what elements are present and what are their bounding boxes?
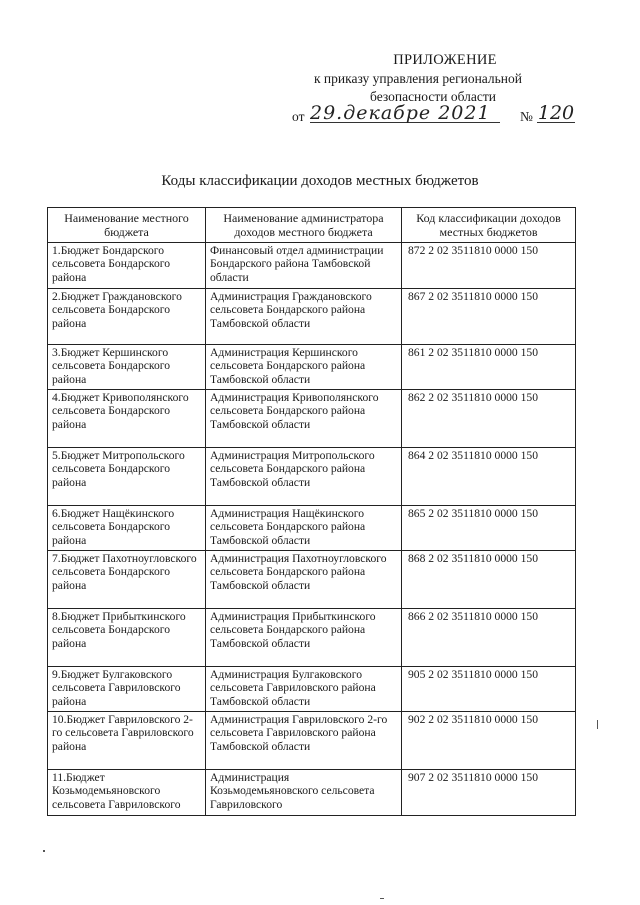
table-row [48, 609, 576, 667]
budget-cell: 6.Бюджет Нащёкинского сельсовета Бондарского района [48, 506, 206, 551]
annex-header [300, 52, 590, 69]
code-cell: 862 2 02 3511810 0000 150 [402, 390, 576, 448]
table-row [48, 289, 576, 345]
table-row [48, 551, 576, 609]
code-cell: 868 2 02 3511810 0000 150 [402, 551, 576, 609]
annex-title: ПРИЛОЖЕНИЕ [393, 52, 497, 68]
scan-speck [597, 720, 598, 729]
budget-cell: 8.Бюджет Прибыткинского сельсовета Бондарского района [48, 609, 206, 667]
header-budget: Наименование местного бюджета [48, 208, 206, 243]
code-cell: 907 2 02 3511810 0000 150 [402, 770, 576, 816]
table-row [48, 667, 576, 712]
order-date-line [292, 102, 577, 128]
administrator-cell: Администрация Прибыткинского сельсовета Бондарского района Тамбовской области [206, 609, 402, 667]
code-cell: 905 2 02 3511810 0000 150 [402, 667, 576, 712]
budget-cell: 4.Бюджет Кривополянского сельсовета Бондарского района [48, 390, 206, 448]
code-cell: 864 2 02 3511810 0000 150 [402, 448, 576, 506]
code-cell: 902 2 02 3511810 0000 150 [402, 712, 576, 770]
budget-cell: 1.Бюджет Бондарского сельсовета Бондарского района [48, 243, 206, 289]
administrator-cell: Администрация Козьмодемьяновского сельсовета Гавриловского [206, 770, 402, 816]
scan-speck [43, 850, 45, 852]
document-title: Коды классификации доходов местных бюджетов [161, 173, 479, 189]
administrator-cell: Администрация Митропольского сельсовета Бондарского района Тамбовской области [206, 448, 402, 506]
budget-cell: 5.Бюджет Митропольского сельсовета Бондарского района [48, 448, 206, 506]
table-row [48, 506, 576, 551]
number-label: № [520, 109, 533, 124]
budget-cell: 7.Бюджет Пахотноугловского сельсовета Бондарского района [48, 551, 206, 609]
codes-table [47, 207, 576, 816]
administrator-cell: Администрация Граждановского сельсовета Бондарского района Тамбовской области [206, 289, 402, 345]
budget-cell: 11.Бюджет Козьмодемьяновского сельсовета Гавриловского [48, 770, 206, 816]
handwritten-date: 29.декабре 2021 [310, 102, 500, 123]
administrator-cell: Администрация Нащёкинского сельсовета Бондарского района Тамбовской области [206, 506, 402, 551]
table-row [48, 243, 576, 289]
header-administrator: Наименование администратора доходов местного бюджета [206, 208, 402, 243]
annex-line-1: к приказу управления региональной [314, 71, 523, 86]
code-cell: 867 2 02 3511810 0000 150 [402, 289, 576, 345]
table-row [48, 448, 576, 506]
date-prefix: от [292, 109, 305, 124]
table-row [48, 390, 576, 448]
table-row [48, 712, 576, 770]
budget-cell: 10.Бюджет Гавриловского 2-го сельсовета Гавриловского района [48, 712, 206, 770]
budget-cell: 3.Бюджет Кершинского сельсовета Бондарского района [48, 345, 206, 390]
scan-speck [380, 898, 384, 899]
code-cell: 861 2 02 3511810 0000 150 [402, 345, 576, 390]
administrator-cell: Администрация Кривополянского сельсовета Бондарского района Тамбовской области [206, 390, 402, 448]
administrator-cell: Администрация Кершинского сельсовета Бондарского района Тамбовской области [206, 345, 402, 390]
table-row [48, 345, 576, 390]
budget-cell: 2.Бюджет Граждановского сельсовета Бондарского района [48, 289, 206, 345]
table-row [48, 770, 576, 816]
annex-line-2: безопасности области [370, 89, 496, 104]
budget-cell: 9.Бюджет Булгаковского сельсовета Гавриловского района [48, 667, 206, 712]
table-header-row [48, 208, 576, 243]
code-cell: 872 2 02 3511810 0000 150 [402, 243, 576, 289]
code-cell: 866 2 02 3511810 0000 150 [402, 609, 576, 667]
header-code: Код классификации доходов местных бюджетов [402, 208, 576, 243]
administrator-cell: Администрация Гавриловского 2-го сельсовета Гавриловского района Тамбовской области [206, 712, 402, 770]
code-cell: 865 2 02 3511810 0000 150 [402, 506, 576, 551]
administrator-cell: Администрация Пахотноугловского сельсовета Бондарского района Тамбовской области [206, 551, 402, 609]
administrator-cell: Администрация Булгаковского сельсовета Гавриловского района Тамбовской области [206, 667, 402, 712]
handwritten-number: 120 [537, 102, 575, 124]
administrator-cell: Финансовый отдел администрации Бондарского района Тамбовской области [206, 243, 402, 289]
